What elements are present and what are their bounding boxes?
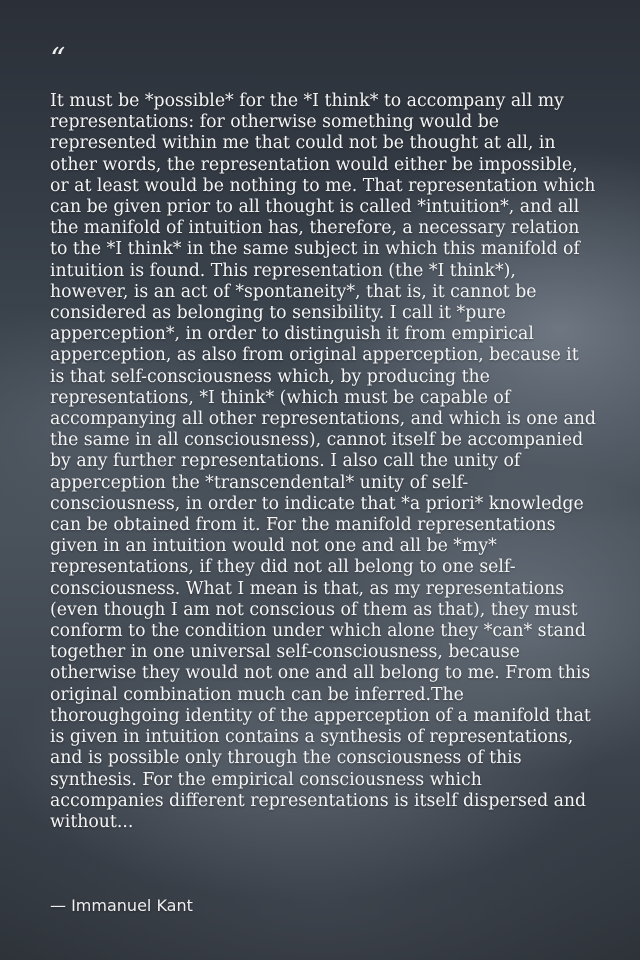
quote-text: It must be *possible* for the *I think* to accompany all my representations: for otherwise something would be represented within me that could not be thought at all, in other words, the representation would either be impossible, or at least would be nothing to me. That representation which can be given prior to all thought is called *intuition*, and all the manifold of intuition has, therefore, a necessary relation to the *I think* in the same subject in which this manifold of intuition is found. This representation (the *I think*), however, is an act of *spontaneity*, that is, it cannot be considered as belonging to sensibility. I call it *pure apperception*, in order to distinguish it from empirical apperception, as also from original apperception, because it is that self-consciousness which, by producing the representations, *I think* (which must be capable of accompanying all other representations, and which is one and the same in all consciousness), cannot itself be accompanied by any further representations. I also call the unity of apperception the *transcendental* unity of self-consciousness, in order to indicate that *a priori* knowledge can be obtained from it. For the manifold representations given in an intuition would not one and all be *my* representations, if they did not all belong to one self-consciousness. What I mean is that, as my representations (even though I am not conscious of them as that), they must conform to the condition under which alone they *can* stand together in one universal self-consciousness, because otherwise they would not one and all belong to me. From this original combination much can be inferred.The thoroughgoing identity of the apperception of a manifold that is given in intuition contains a synthesis of representations, and is possible only through the consciousness of this synthesis. For the empirical consciousness which accompanies different representations is itself dispersed and without... xyxy=(50,91,596,832)
quote-mark-icon: “ xyxy=(50,42,66,77)
quote-author: — Immanuel Kant xyxy=(50,896,193,915)
